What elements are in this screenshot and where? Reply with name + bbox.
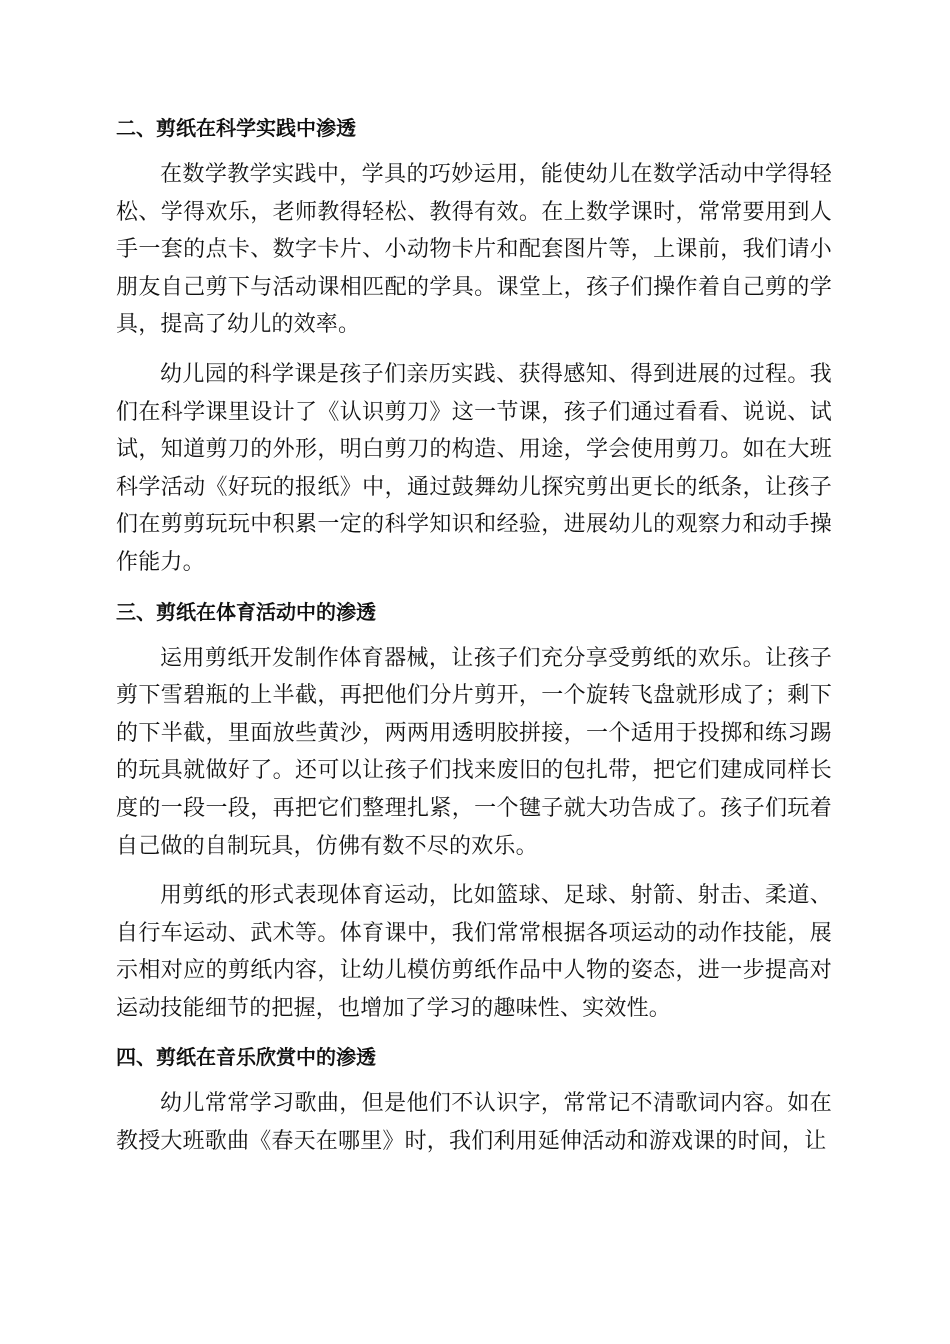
section-heading-science: 二、剪纸在科学实践中渗透: [116, 116, 356, 140]
section-heading-music: 四、剪纸在音乐欣赏中的渗透: [116, 1045, 376, 1070]
document-page: [116, 110, 832, 1173]
paragraph-math-tools: 在数学教学实践中，学具的巧妙运用，能使幼儿在数学活动中学得轻松、学得欢乐，老师教得轻松、教得有效。在上数学课时，常常要用到人手一套的点卡、数字卡片、小动物卡片和配套图片等，上课前，我们请小朋友自己剪下与活动课相匹配的学具。课堂上，孩子们操作着自己剪的学具，提高了幼儿的效率。: [116, 162, 832, 338]
section-heading-sports: 三、剪纸在体育活动中的渗透: [116, 599, 376, 624]
paragraph-science-class: 幼儿园的科学课是孩子们亲历实践、获得感知、得到进展的过程。我们在科学课里设计了《认识剪刀》这一节课，孩子们通过看看、说说、试试，知道剪刀的外形，明白剪刀的构造、用途，学会使用剪刀。如在大班科学活动《好玩的报纸》中，通过鼓舞幼儿探究剪出更长的纸条，让孩子们在剪剪玩玩中积累一定的科学知识和经验，进展幼儿的观察力和动手操作能力。: [116, 361, 832, 575]
paragraph-music-songs: 幼儿常常学习歌曲，但是他们不认识字，常常记不清歌词内容。如在教授大班歌曲《春天在哪里》时，我们利用延伸活动和游戏课的时间，让: [116, 1091, 832, 1155]
paragraph-sports-papercut: 用剪纸的形式表现体育运动，比如篮球、足球、射箭、射击、柔道、自行车运动、武术等。体育课中，我们常常根据各项运动的动作技能，展示相对应的剪纸内容，让幼儿模仿剪纸作品中人物的姿态，进一步提高对运动技能细节的把握，也增加了学习的趣味性、实效性。: [116, 883, 832, 1021]
paragraph-sports-equipment: 运用剪纸开发制作体育器械，让孩子们充分享受剪纸的欢乐。让孩子剪下雪碧瓶的上半截，再把他们分片剪开，一个旋转飞盘就形成了；剩下的下半截，里面放些黄沙，两两用透明胶拼接，一个适用于投掷和练习踢的玩具就做好了。还可以让孩子们找来废旧的包扎带，把它们建成同样长度的一段一段，再把它们整理扎紧，一个毽子就大功告成了。孩子们玩着自己做的自制玩具，仿佛有数不尽的欢乐。: [116, 645, 832, 859]
